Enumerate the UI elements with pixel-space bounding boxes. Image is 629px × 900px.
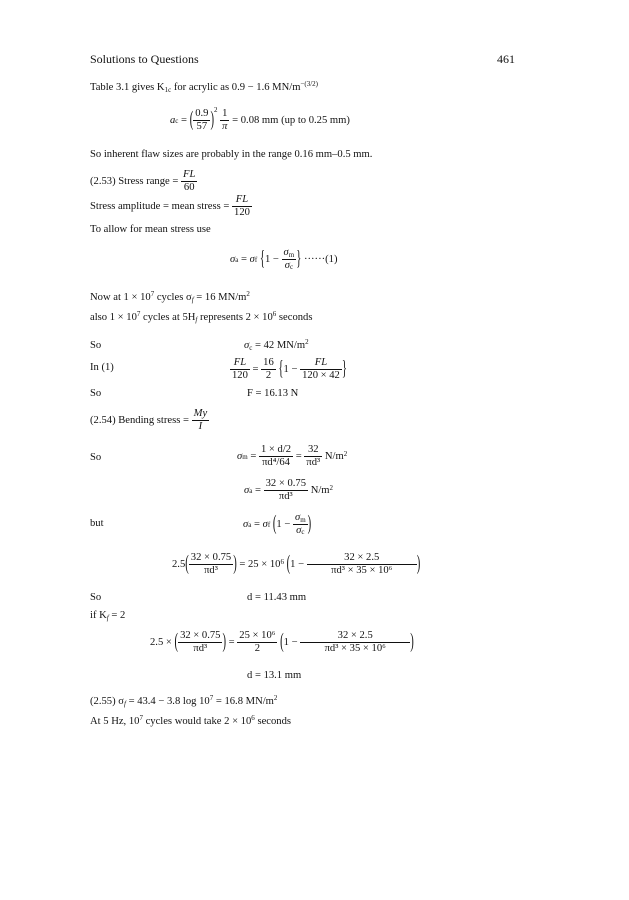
- goodman-equation: σ $_a$ = σ $_f$ { 1 − $\frac{\sigma_m}{\sigma_c}$ } ······(1): [230, 247, 338, 272]
- ifkf-tail: = 2: [108, 610, 126, 621]
- so1-equation: $\sigma_c = 42$ $MN/m^2$: [244, 338, 309, 352]
- but-equation: σ $_a$ = σ $_f$ ( 1 − $\frac{\sigma_m}{\sigma_c}$ ): [243, 512, 312, 537]
- also-tail3: seconds: [276, 312, 313, 323]
- eq25-inner-num: 32 × 2.5: [307, 552, 417, 564]
- q254-bending-stress: [90, 405, 209, 435]
- sm-unit: N/m: [324, 450, 344, 462]
- amp-num: FL: [232, 194, 252, 206]
- in1-lhs-den: 120: [232, 369, 248, 381]
- sa-num: 32 × 0.75: [265, 478, 307, 490]
- mean-stress-note: To allow for mean stress use: [90, 224, 211, 235]
- cycles-tail2: = 16 MN/m: [193, 292, 247, 303]
- sm-rhs-den: πd³: [306, 456, 321, 468]
- ac-pi-den: π: [222, 120, 228, 132]
- in1-inner-den: 120 × 42: [302, 369, 340, 381]
- ac-lhs-sub: c: [175, 117, 179, 125]
- sm-rhs-num: 32: [304, 444, 322, 456]
- also-tail2: represents 2 × 10: [197, 312, 273, 323]
- eq1-tag: ······(1): [303, 253, 338, 265]
- eq25-den: πd³: [204, 564, 218, 576]
- in1-equation: $\frac{FL}{120}$ = $\frac{16}{2}$ { 1 − $\frac{FL}{120 \times 42}$ }: [232, 357, 347, 381]
- in1-rhs-den: 2: [265, 369, 272, 381]
- so2-label: So: [90, 388, 102, 399]
- page-number: 461: [497, 52, 515, 66]
- table-note-sub: 1c: [164, 86, 172, 94]
- eq25-coef: 2.5: [172, 558, 186, 570]
- q254-den: I: [198, 420, 203, 432]
- eq25-equation: 2.5 ( $\frac{32 \times 0.75}{\text{πd³}}$ ) = 25 × 10 $^6$ ( 1 − $\frac{32 \times 2.5}{\text{πd³ × 35 × 10⁶}}$ ): [172, 552, 421, 576]
- ifkf-line: if $K_f = 2$: [90, 610, 126, 622]
- cycles-line: Now at $1 \times 10^7$ cycles $\sigma_f = 16$ $MN/m^2$: [90, 290, 250, 304]
- table-note: [90, 82, 318, 93]
- eq26-num: 32 × 0.75: [180, 630, 221, 642]
- stress-amplitude: [90, 191, 252, 221]
- amp-label: Stress amplitude = mean stress =: [90, 200, 230, 212]
- table-note-text: Table 3.1 gives K: [90, 82, 165, 93]
- so3-label: So: [90, 452, 102, 463]
- q255-tail2: = 16.8 MN/m: [213, 696, 274, 707]
- ifkf-label: if K: [90, 610, 107, 621]
- eq26-den: πd³: [193, 642, 208, 654]
- in1-rhs-num: 16: [263, 357, 274, 369]
- sa-unit: N/m: [310, 484, 330, 496]
- eq26-inner-num: 32 × 2.5: [300, 630, 410, 642]
- hz-text: At 5 Hz, 10: [90, 716, 140, 727]
- q254-num: My: [193, 408, 208, 420]
- ac-lhs: a: [170, 114, 176, 126]
- flaw-sizes-text: So inherent flaw sizes are probably in the range 0.16 mm–0.5 mm.: [90, 149, 373, 160]
- q255-tail: = 43.4 − 3.8 log 10: [125, 696, 210, 707]
- eq25-inner-den: πd³ × 35 × 10⁶: [331, 564, 393, 576]
- so4-equation: d = 11.43 mm: [247, 592, 307, 603]
- so1-label: So: [90, 340, 102, 351]
- sm-num: 1 × d/2: [260, 444, 292, 456]
- amp-den: 120: [234, 206, 250, 218]
- eq26-equation: 2.5 × ( $\frac{32 \times 0.75}{\text{πd³}}$ ) = $\frac{\text{25 × 10⁶}}{2}$ ( 1 − $\frac{32 \times 2.5}{\text{πd³ × 35 × 10⁶}}$ ): [150, 630, 414, 654]
- eq25-mid: = 25 × 10: [239, 558, 281, 570]
- in1-inner-num: FL: [300, 357, 342, 369]
- q255-text: (2.55) σ: [90, 696, 124, 707]
- ac-result: = 0.08 mm (up to 0.25 mm): [232, 114, 350, 126]
- also-line: also $1 \times 10^7$ cycles at $5H_f$ represents $2 \times 10^6$ seconds: [90, 310, 313, 324]
- d131-equation: d = 13.1 mm: [247, 670, 302, 681]
- eq26-inner-den: πd³ × 35 × 10⁶: [324, 642, 386, 654]
- sigma-a-equation: σ $_a$ = $\frac{32 \times 0.75}{\text{πd³}}$ N/m $^2$: [244, 478, 334, 502]
- hz-tail2: seconds: [254, 716, 291, 727]
- q253-num: FL: [183, 169, 196, 181]
- ac-frac-den: 57: [196, 120, 208, 132]
- ac-frac-num: 0.9: [195, 108, 209, 120]
- running-header-title: Solutions to Questions: [90, 52, 199, 66]
- q255-line: (2.55) $\sigma_f = 43.4 - 3.8$ $\log 10^7 = 16.8$ $MN/m^2$: [90, 694, 278, 708]
- hz-tail: cycles would take 2 × 10: [142, 716, 252, 727]
- eq25-num: 32 × 0.75: [190, 552, 232, 564]
- so2-equation: F = 16.13 N: [247, 388, 299, 399]
- cycles-exp: 7: [150, 290, 155, 298]
- sa-den: πd³: [278, 490, 293, 502]
- also-line-text: also 1 × 10: [90, 312, 137, 323]
- eq26-mid-num: 25 × 10⁶: [239, 630, 276, 642]
- table-note-exp: −(3/2): [300, 80, 318, 88]
- hz-line: At 5 Hz, $10^7$ cycles would take $2 \times 10^6$ seconds: [90, 714, 291, 727]
- eq26-mid-den: 2: [254, 642, 260, 654]
- cycles-tail: cycles σ: [154, 292, 192, 303]
- sigma-m-equation: σ $_m$ = $\frac{1 \times d/2}{\text{πd⁴/64}}$ = $\frac{32}{\text{πd³}}$ N/m $^2$: [237, 444, 348, 468]
- also-exp2: 6: [272, 310, 277, 318]
- ac-pi-num: 1: [220, 108, 229, 120]
- cycles-line-text: Now at 1 × 10: [90, 292, 151, 303]
- q253-den: 60: [183, 181, 195, 193]
- q254-label: (2.54) Bending stress =: [90, 414, 189, 426]
- so1-eq: = 42 MN/m: [255, 340, 306, 351]
- q253-label: (2.53) Stress range =: [90, 175, 179, 187]
- in1-lhs-num: FL: [230, 357, 250, 369]
- table-note-tail: for acrylic as 0.9 − 1.6 MN/m: [171, 82, 301, 93]
- also-tail: cycles at 5H: [140, 312, 196, 323]
- sm-den: πd⁴/64: [262, 456, 290, 468]
- eq26-coef: 2.5 ×: [150, 636, 172, 648]
- in1-label: In (1): [90, 362, 114, 373]
- so4-label: So: [90, 592, 102, 603]
- ac-equation: a $_c$ = ( $\frac{0.9}{57}$ ) $^2$ $\frac{1}{\pi}$ = 0.08 mm (up to 0.25 mm): [170, 106, 350, 132]
- but-label: but: [90, 518, 104, 529]
